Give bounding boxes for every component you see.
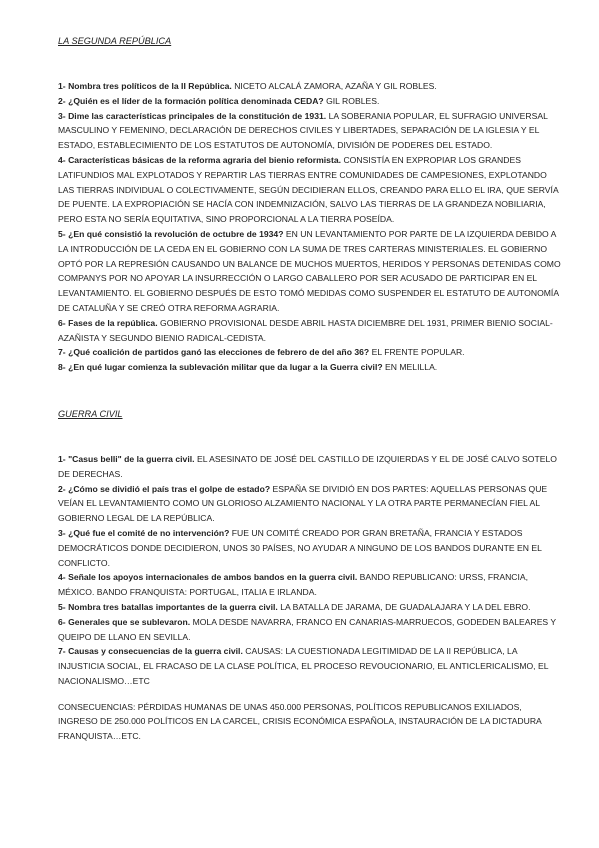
qa-item: 3- Dime las características principales de la constitución de 1931. LA SOBERANIA POPULAR, EL SUFRAGIO UNIVERSAL MASCULINO Y FEMENINO, DECLARACIÓN DE DERECHOS CIVILES Y LIBERTADES, SEPARACIÓN DE LA IGLESIA Y EL ESTADO, ESTABLECIMIENTO DE LOS ESTATUTOS DE AUTONOMÍA, DIVISIÓN DE PODERES DEL ESTADO. (58, 110, 548, 151)
qa-item: 5- ¿En qué consistió la revolución de octubre de 1934? EN UN LEVANTAMIENTO POR PARTE DE LA IZQUIERDA DEBIDO A LA INTRODUCCIÓN DE LA CEDA EN EL GOBIERNO CON LA SUMA DE TRES CARTERAS MINISTERIALES. EL GOBIERNO OPTÓ POR LA REPRESIÓN CAUSANDO UN BALANCE DE MUCHOS MUERTOS, HERIDOS Y PERSONAS DETENIDAS COMO COMPANYS POR NO APOYAR LA INSURRECCIÓN O LARGO CABALLERO POR SER ACUSADO DE PARTICIPAR EN EL LEVANTAMIENTO. EL GOBIERNO DESPUÉS DE ESTO TOMÓ MEDIDAS COMO SUSPENDER EL ESTATUTO DE AUTONOMÍA DE CATALUÑA Y SE CREÓ OTRA REFORMA AGRARIA. (58, 228, 561, 313)
qa-item: 4- Señale los apoyos internacionales de ambos bandos en la guerra civil. BANDO REPUBLICANO: URSS, FRANCIA, MÉXICO. BANDO FRANQUISTA: PORTUGAL, ITALIA E IRLANDA. (58, 572, 529, 598)
qa-item: 1- Nombra tres políticos de la II República. NICETO ALCALÁ ZAMORA, AZAÑA Y GIL ROBLES. (58, 81, 437, 91)
qa-item: 8- ¿En qué lugar comienza la sublevación militar que da lugar a la Guerra civil? EN MELILLA. (58, 362, 438, 373)
qa-item: 6- Fases de la república. GOBIERNO PROVISIONAL DESDE ABRIL HASTA DICIEMBRE DEL 1931, PRIMER BIENIO SOCIAL-AZAÑISTA Y SEGUNDO BIENIO RADICAL-CEDISTA. (58, 317, 553, 343)
qa-item: 2- ¿Cómo se dividió el país tras el golpe de estado? ESPAÑA SE DIVIDIÓ EN DOS PARTES: AQUELLAS PERSONAS QUE VEÍAN EL LEVANTAMIENTO COMO UN GLORIOSO ALZAMIENTO NACIONAL Y LA OTRA PARTE PERMANECÍAN FIEL AL GOBIERNO LEGAL DE LA REPÚBLICA. (58, 483, 548, 524)
qa-item: 2- ¿Quién es el líder de la formación política denominada CEDA? GIL ROBLES. (58, 95, 380, 106)
section-title-segunda-republica: LA SEGUNDA REPÚBLICA (58, 36, 172, 46)
qa-item: 3- ¿Qué fue el comité de no intervención? FUE UN COMITÉ CREADO POR GRAN BRETAÑA, FRANCIA Y ESTADOS DEMOCRÁTICOS DONDE DECIDIERON, UNOS 30 PAÍSES, NO AYUDAR A NINGUNO DE LOS BANDOS DURANTE EN EL CONFLICTO. (58, 527, 542, 568)
document-page (58, 34, 563, 744)
qa-item: 7- ¿Qué coalición de partidos ganó las elecciones de febrero de del año 36? EL FRENTE POPULAR. (58, 347, 465, 358)
qa-item: 1- "Casus belli" de la guerra civil. EL ASESINATO DE JOSÉ DEL CASTILLO DE IZQUIERDAS Y EL DE JOSÉ CALVO SOTELO DE DERECHAS. (58, 453, 557, 479)
qa-list-guerra-civil (58, 452, 563, 689)
qa-list-segunda-republica (58, 79, 563, 375)
qa-item: 4- Características básicas de la reforma agraria del bienio reformista. CONSISTÍA EN EXPROPIAR LOS GRANDES LATIFUNDIOS MAL EXPLOTADOS Y REPARTIR LAS TIERRAS ENTRE COMUNIDADES DE CAMPESIONES, EXPLOTANDO LAS TIERRAS INDIVIDUAL O COLECTIVAMENTE, SEGÚN DECIDIERAN ELLOS, CREANDO PARA ELLO EL IRA, QUE SERVÍA DE PUENTE. LA EXPROPIACIÓN SE HACÍA CON INDEMNIZACIÓN, SALVO LAS TIERRAS DE LA GRANDEZA NOBILIARIA, PERO ESTA NO SERÍA EQUITATIVA, SINO PROPORCIONAL A LA TIERRA POSEÍDA. (58, 154, 559, 225)
section-title-guerra-civil: GUERRA CIVIL (58, 408, 123, 419)
qa-item: 6- Generales que se sublevaron. MOLA DESDE NAVARRA, FRANCO EN CANARIAS-MARRUECOS, GODEDEN BALEARES Y QUEIPO DE LLANO EN SEVILLA. (58, 616, 557, 642)
qa-item: 5- Nombra tres batallas importantes de la guerra civil. LA BATALLA DE JARAMA, DE GUADALAJARA Y LA DEL EBRO. (58, 601, 531, 612)
consequences-paragraph: CONSECUENCIAS: PÉRDIDAS HUMANAS DE UNAS 450.000 PERSONAS, POLÍTICOS REPUBLICANOS EXILIADOS, INGRESO DE 250.000 POLÍTICOS EN LA CARCEL, CRISIS ECONÓMICA ESPAÑOLA, INSTAURACIÓN DE LA DICTADURA FRANQUISTA…ETC. (58, 701, 542, 742)
qa-item: 7- Causas y consecuencias de la guerra civil. CAUSAS: LA CUESTIONADA LEGITIMIDAD DE LA II REPÚBLICA, LA INJUSTICIA SOCIAL, EL FRACASO DE LA CLASE POLÍTICA, EL PROCESO REVOUCIONARIO, EL ANTICLERICALISMO, EL NACIONALISMO…ETC (58, 646, 549, 686)
